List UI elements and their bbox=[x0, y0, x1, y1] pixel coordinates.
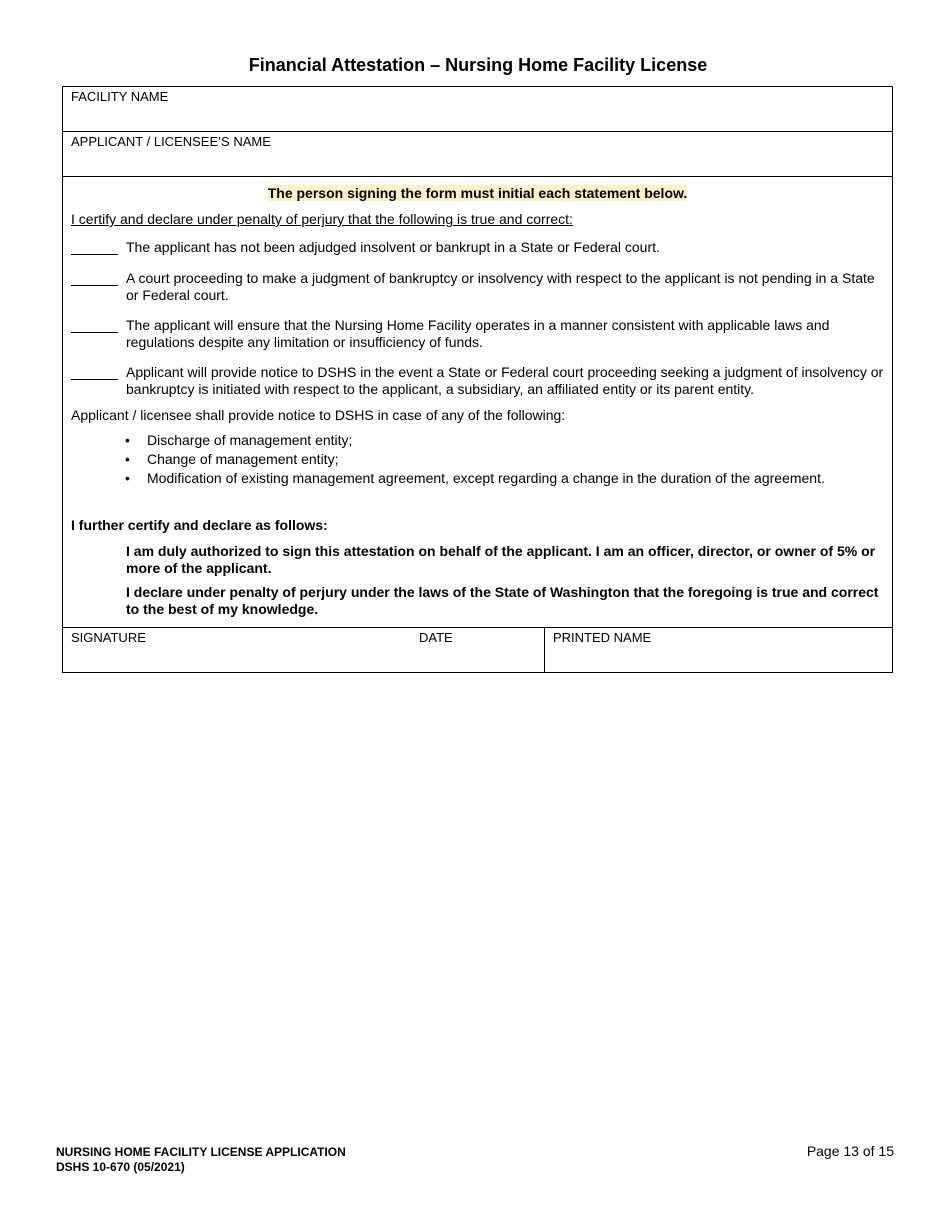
notice-item-text: Change of management entity; bbox=[147, 451, 339, 467]
certify-lead-colon: : bbox=[569, 211, 573, 227]
initial-blank-3[interactable] bbox=[71, 332, 118, 333]
further-heading: I further certify and declare as follows: bbox=[71, 517, 328, 533]
footer-form-title: NURSING HOME FACILITY LICENSE APPLICATION bbox=[56, 1145, 346, 1159]
list-item bbox=[125, 469, 825, 488]
initial-blank-2[interactable] bbox=[71, 285, 118, 286]
declaration-authorized: I am duly authorized to sign this attestation on behalf of the applicant. I am an officer, director, or owner of 5% or more of the applicant. bbox=[126, 543, 876, 576]
page-title: Financial Attestation – Nursing Home Facility License bbox=[248, 55, 708, 75]
initial-instruction bbox=[63, 185, 892, 201]
declaration-perjury: I declare under penalty of perjury under the laws of the State of Washington that the foregoing is true and correct to the best of my knowledge. bbox=[126, 584, 879, 617]
certify-lead-text: I certify and declare under penalty of perjury that the following is true and correct bbox=[71, 211, 570, 227]
notice-item-text: Discharge of management entity; bbox=[147, 432, 353, 448]
footer-form-number: DSHS 10-670 (05/2021) bbox=[56, 1160, 185, 1174]
signature-row bbox=[63, 627, 892, 672]
attestation-form bbox=[62, 86, 893, 673]
date-label: DATE bbox=[419, 630, 453, 645]
statement-text-1: The applicant has not been adjudged insolvent or bankrupt in a State or Federal court. bbox=[126, 239, 660, 255]
certify-lead bbox=[71, 211, 573, 227]
statements-section bbox=[63, 177, 892, 627]
notice-list bbox=[125, 431, 825, 488]
signature-label: SIGNATURE bbox=[71, 630, 146, 645]
signature-field[interactable] bbox=[63, 628, 545, 672]
notice-item-text: Modification of existing management agreement, except regarding a change in the duration of the agreement. bbox=[147, 470, 825, 486]
statement-text-4: Applicant will provide notice to DSHS in the event a State or Federal court proceeding seeking a judgment of insolvency or bankruptcy is initiated with respect to the applicant, a subsidiary, an affiliated entity or its parent entity. bbox=[126, 364, 884, 397]
list-item bbox=[125, 431, 825, 450]
bullet-icon: • bbox=[125, 432, 130, 448]
statement-text-2: A court proceeding to make a judgment of bankruptcy or insolvency with respect to the applicant is not pending in a State or Federal court. bbox=[126, 270, 875, 303]
facility-name-label: FACILITY NAME bbox=[71, 89, 169, 104]
bullet-icon: • bbox=[125, 470, 130, 486]
footer-form-info bbox=[56, 1145, 346, 1175]
printed-name-label: PRINTED NAME bbox=[553, 630, 652, 645]
initial-instruction-text: The person signing the form must initial each statement below. bbox=[267, 185, 688, 201]
initial-blank-4[interactable] bbox=[71, 379, 118, 380]
facility-name-field[interactable] bbox=[63, 87, 892, 132]
applicant-name-field[interactable] bbox=[63, 132, 892, 177]
bullet-icon: • bbox=[125, 451, 130, 467]
statement-text-3: The applicant will ensure that the Nursing Home Facility operates in a manner consistent with applicable laws and regulations despite any limitation or insufficiency of funds. bbox=[126, 317, 830, 350]
initial-blank-1[interactable] bbox=[71, 254, 118, 255]
printed-name-field[interactable] bbox=[545, 628, 659, 672]
applicant-name-label: APPLICANT / LICENSEE’S NAME bbox=[71, 134, 271, 149]
list-item bbox=[125, 450, 825, 469]
notice-lead: Applicant / licensee shall provide notice to DSHS in case of any of the following: bbox=[71, 407, 566, 423]
page-number: Page 13 of 15 bbox=[806, 1143, 894, 1159]
